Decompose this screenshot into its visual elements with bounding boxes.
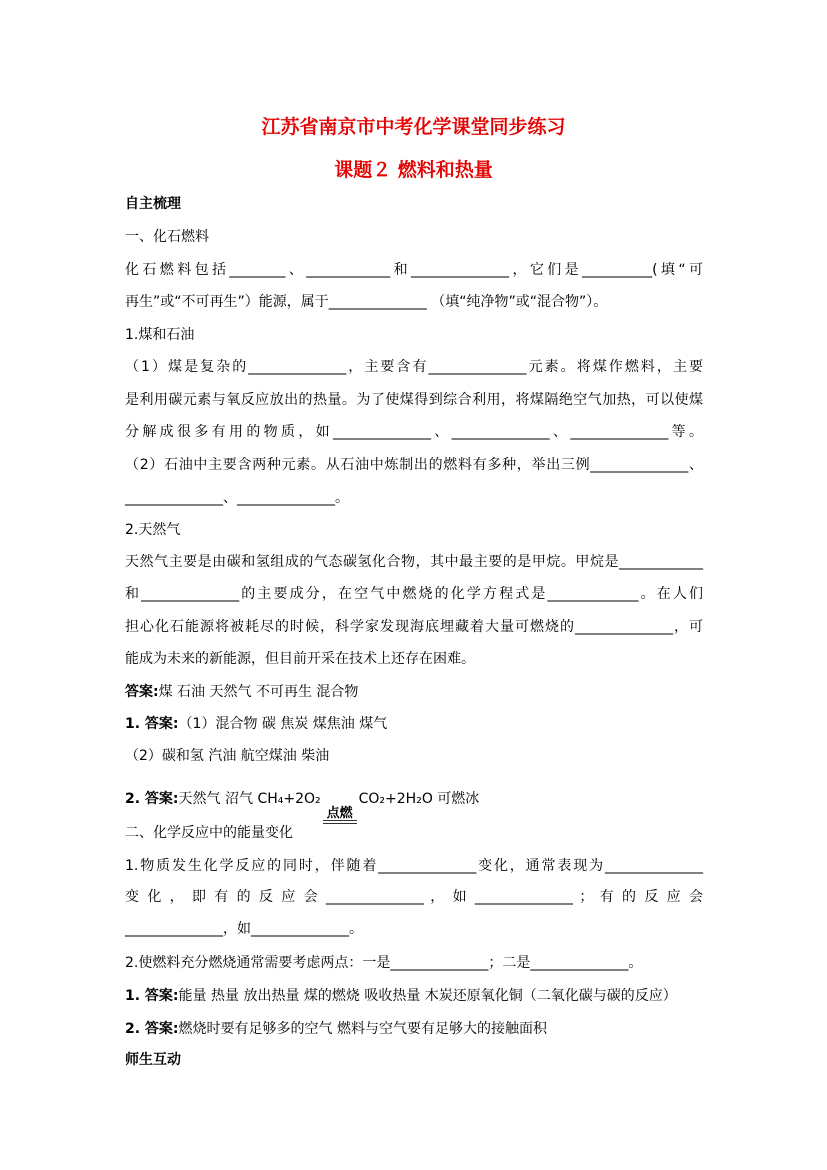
answer-label: 2. 答案: <box>125 1021 179 1037</box>
paragraph-line: 和______________的主要成分，在空气中燃烧的化学方程式是_____________。在人们 <box>125 586 703 602</box>
condition-label: 点燃 <box>326 806 353 821</box>
paragraph-line: 变 化 ， 即 有 的 反 应 会 ______________ ， 如 ______________ ； 有 的 反 应 会 <box>125 889 703 905</box>
answer-line <box>125 1019 703 1039</box>
paragraph-line: （2）石油中主要含两种元素。从石油中炼制出的燃料有多种，举出三例______________、 <box>125 457 703 473</box>
paragraph-line: 天然气主要是由碳和氢组成的气态碳氢化合物，其中最主要的是甲烷。甲烷是____________ <box>125 554 703 570</box>
paragraph-line: 能成为未来的新能源，但目前开采在技术上还存在困难。 <box>125 651 475 667</box>
paragraph-line: 化石燃料包括________、____________和______________，它们是__________(填“可 <box>125 262 703 278</box>
section-heading: 自主梳理 <box>125 196 181 212</box>
answer-line <box>125 986 703 1006</box>
paragraph-line: ______________，如______________。 <box>125 921 363 937</box>
page-title: 江苏省南京市中考化学课堂同步练习 <box>261 116 566 138</box>
paragraph-line: （1）煤是复杂的______________，主要含有______________元素。将煤作燃料，主要 <box>125 359 703 375</box>
paragraph-line: 再生”或“不可再生”）能源，属于______________ （填“纯净物”或“混合物”）。 <box>125 294 608 310</box>
paragraph-line: ______________、______________。 <box>125 490 349 506</box>
answer-text: 天然气 沼气 CH₄+2O₂ <box>178 791 321 807</box>
answer-text: 燃烧时要有足够多的空气 燃料与空气要有足够大的接触面积 <box>178 1021 547 1037</box>
answer-text: 能量 热量 放出热量 煤的燃烧 吸收热量 木炭还原氧化铜（二氧化碳与碳的反应） <box>178 988 677 1004</box>
paragraph-line: 担心化石能源将被耗尽的时候，科学家发现海底埋藏着大量可燃烧的______________，可 <box>125 619 703 635</box>
paragraph-line: 2.使燃料充分燃烧通常需要考虑两点：一是______________；二是______________。 <box>125 955 643 971</box>
page-subtitle: 课题２ 燃料和热量 <box>334 159 493 181</box>
answer-label: 2. 答案: <box>125 791 179 807</box>
paragraph-line: 是利用碳元素与氧反应放出的热量。为了使煤得到综合利用，将煤隔绝空气加热，可以使煤 <box>125 392 703 408</box>
paragraph-line: 1.物质发生化学反应的同时，伴随着______________变化，通常表现为______________ <box>125 858 703 874</box>
section-heading: 师生互动 <box>125 1052 181 1068</box>
answer-label: 1. 答案: <box>125 988 179 1004</box>
answer-line <box>125 682 703 702</box>
answer-text: （1）混合物 碳 焦炭 煤焦油 煤气 <box>178 716 388 732</box>
answer-line: （2）碳和氢 汽油 航空煤油 柴油 <box>125 748 330 764</box>
subsection-heading: 2.天然气 <box>125 522 181 538</box>
section-heading: 一、化石燃料 <box>125 229 209 245</box>
paragraph-line: 分解成很多有用的物质，如______________、______________、______________等。 <box>125 424 703 440</box>
answer-line <box>125 714 703 734</box>
answer-text: 煤 石油 天然气 不可再生 混合物 <box>158 684 359 700</box>
answer-text: CO₂+2H₂O 可燃冰 <box>358 791 480 807</box>
answer-label: 1. 答案: <box>125 716 179 732</box>
subsection-heading: 1.煤和石油 <box>125 327 195 343</box>
answer-label: 答案: <box>125 684 159 700</box>
section-heading: 二、化学反应中的能量变化 <box>125 825 293 841</box>
